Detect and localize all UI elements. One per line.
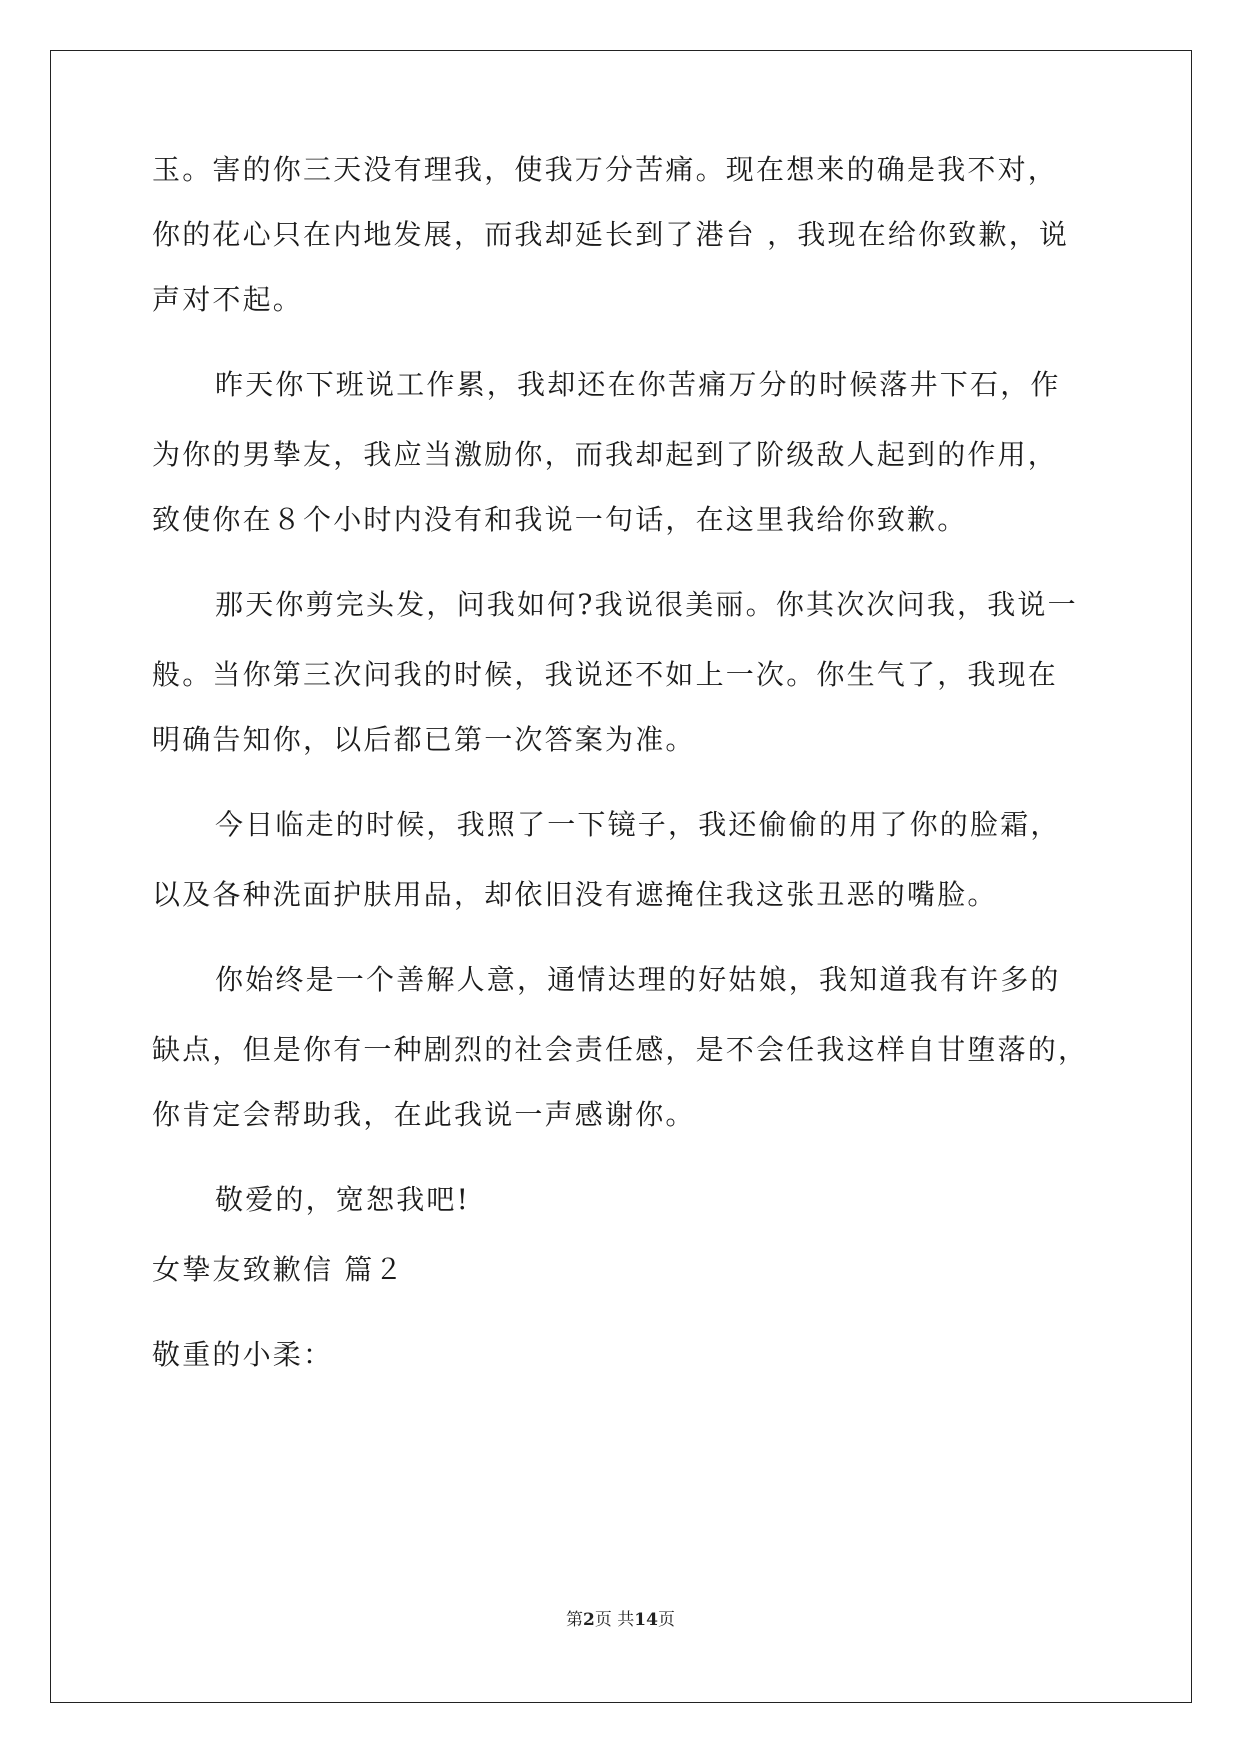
page-footer — [0, 1605, 1241, 1630]
footer-prefix: 第 — [566, 1610, 584, 1630]
text-line: 你始终是一个善解人意，通情达理的好姑娘，我知道我有许多的 — [215, 963, 1061, 996]
footer-page-number: 2 — [583, 1610, 595, 1630]
text-line: 缺点，但是你有一种剧烈的社会责任感，是不会任我这样自甘堕落的， — [152, 1033, 1089, 1066]
footer-middle: 页 共 — [594, 1610, 635, 1630]
text-line: 为你的男挚友，我应当激励你，而我却起到了阶级敌人起到的作用， — [152, 438, 1059, 471]
text-line: 你肯定会帮助我，在此我说一声感谢你。 — [152, 1098, 696, 1131]
section-title: 女挚友致歉信 篇２ — [152, 1253, 405, 1286]
text-line: 玉。害的你三天没有理我，使我万分苦痛。现在想来的确是我不对， — [152, 153, 1059, 186]
text-line: 昨天你下班说工作累，我却还在你苦痛万分的时候落井下石，作 — [215, 368, 1061, 401]
text-line: 致使你在８个小时内没有和我说一句话，在这里我给你致歉。 — [152, 503, 968, 536]
salutation: 敬重的小柔： — [152, 1338, 334, 1371]
text-line: 今日临走的时候，我照了一下镜子，我还偷偷的用了你的脸霜， — [215, 808, 1061, 841]
text-line: 以及各种洗面护肤用品，却依旧没有遮掩住我这张丑恶的嘴脸。 — [152, 878, 998, 911]
text-line: 般。当你第三次问我的时候，我说还不如上一次。你生气了，我现在 — [152, 658, 1059, 691]
footer-suffix: 页 — [657, 1610, 675, 1630]
text-line: 明确告知你，以后都已第一次答案为准。 — [152, 723, 696, 756]
text-line: 你的花心只在内地发展，而我却延长到了港台 ，我现在给你致歉，说 — [152, 218, 1070, 251]
footer-total-pages: 14 — [634, 1610, 658, 1630]
text-line: 敬爱的，宽恕我吧! — [215, 1183, 471, 1216]
text-line: 那天你剪完头发，问我如何?我说很美丽。你其次次问我，我说一 — [215, 588, 1078, 621]
text-line: 声对不起。 — [152, 283, 304, 316]
